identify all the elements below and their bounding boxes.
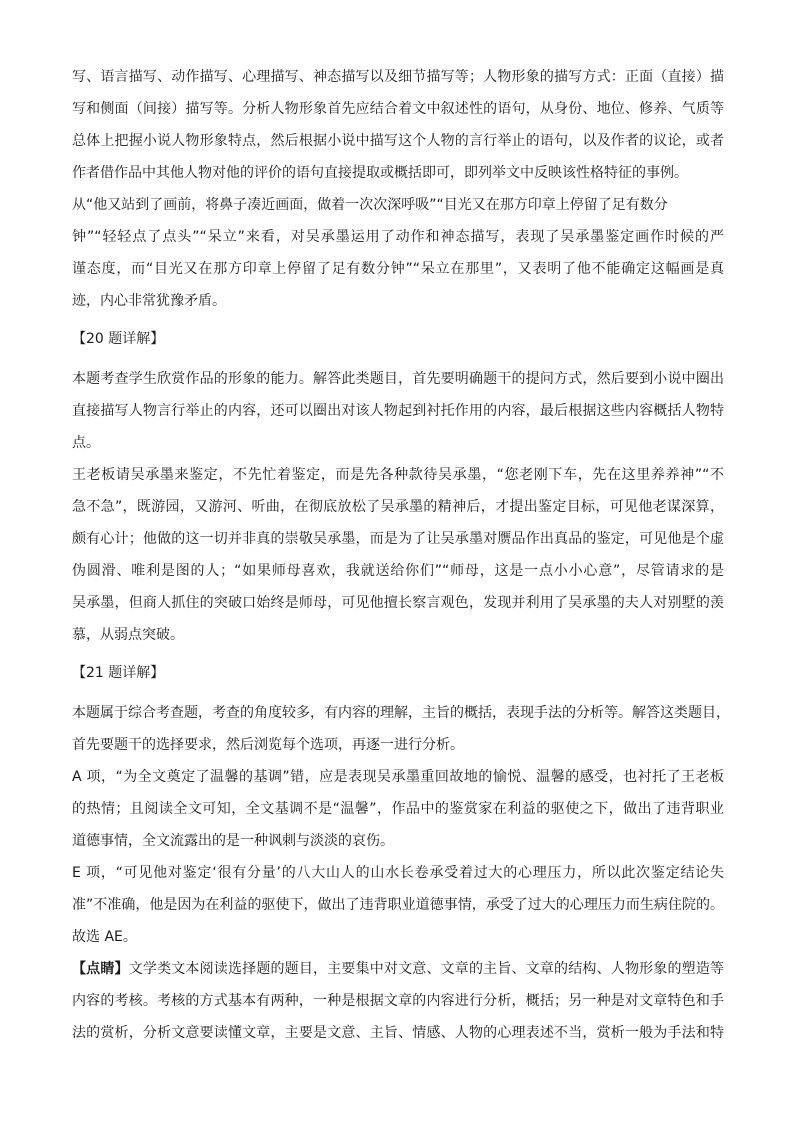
text-line: 王老板请吴承墨来鉴定，不先忙着鉴定，而是先各种款待吴承墨，“您老刚下车，先在这里养养神”“不 xyxy=(72,467,724,483)
text-line: 写、语言描写、动作描写、心理描写、神态描写以及细节描写等；人物形象的描写方式：正面（直接）描 xyxy=(72,69,724,85)
text-line: 故选 AE。 xyxy=(72,929,137,945)
paragraph-q19-analysis xyxy=(72,189,724,317)
paragraph-q21-option-e xyxy=(72,857,724,953)
text-line: 写和侧面（间接）描写等。分析人物形象首先应结合着文中叙述性的语句，从身份、地位、修养、气质等 xyxy=(72,101,724,117)
paragraph-portrayal-methods xyxy=(72,61,724,189)
text-line: 法的赏析，分析文意要读懂文章，主要是文意、主旨、情感、人物的心理表述不当，赏析一般为手法和特 xyxy=(72,1025,724,1041)
text-line: 的热情；且阅读全文可知，全文基调不是“温馨”，作品中的鉴赏家在利益的驱使之下，做出了违背职业 xyxy=(72,801,724,817)
heading-q21: 【21 题详解】 xyxy=(72,665,165,681)
paragraph-q20-analysis xyxy=(72,459,724,651)
text-line: 内容的考核。考核的方式基本有两种，一种是根据文章的内容进行分析，概括；另一种是对文章特色和手 xyxy=(72,993,724,1009)
text-line: 本题考查学生欣赏作品的形象的能力。解答此类题目，首先要明确题干的提问方式，然后要到小说中圈出 xyxy=(72,371,724,387)
paragraph-q21-option-a xyxy=(72,761,724,857)
text-line: 迹，内心非常犹豫矛盾。 xyxy=(72,293,226,309)
paragraph-tip xyxy=(72,953,724,1049)
paragraph-q21-intro xyxy=(72,697,730,761)
document-body xyxy=(72,61,730,1049)
text-line: 吴承墨，但商人抓住的突破口始终是师母，可见他擅长察言观色，发现并利用了吴承墨的夫人对别墅的羡 xyxy=(72,595,724,611)
text-line: 本题属于综合考查题，考查的角度较多，有内容的理解，主旨的概括，表现手法的分析等。解答这类题目， xyxy=(72,705,730,721)
paragraph-q20-intro xyxy=(72,363,724,459)
text-line: 直接描写人物言行举止的内容，还可以圈出对该人物起到衬托作用的内容，最后根据这些内容概括人物特 xyxy=(72,403,724,419)
text-line: 准”不准确，他是因为在利益的驱使下，做出了违背职业道德事情，承受了过大的心理压力而生病住院的。 xyxy=(72,897,724,913)
text-line: 从“他又站到了画前，将鼻子凑近画面，做着一次次深呼吸”“目光又在那方印章上停留了足有数分 xyxy=(72,197,668,213)
text-line: 道德事情，全文流露出的是一种讽刺与淡淡的哀伤。 xyxy=(72,833,394,849)
text-line: 钟”“轻轻点了点头”“呆立”来看，对吴承墨运用了动作和神态描写，表现了吴承墨鉴定画作时候的严 xyxy=(72,229,724,245)
text-line: E 项，“可见他对鉴定‘很有分量’的八大山人的山水长卷承受着过大的心理压力，所以此次鉴定结论失 xyxy=(72,865,724,881)
tip-first-line: 文学类文本阅读选择题的题目，主要集中对文意、文章的主旨、文章的结构、人物形象的塑造等 xyxy=(128,961,725,977)
text-line: 点。 xyxy=(72,435,100,451)
text-line: 急不急”，既游园，又游河、听曲，在彻底放松了吴承墨的精神后，才提出鉴定目标，可见他老谋深算， xyxy=(72,499,724,515)
heading-q20: 【20 题详解】 xyxy=(72,331,165,347)
text-line: 颇有心计；他做的这一切并非真的崇敬吴承墨，而是为了让吴承墨对赝品作出真品的鉴定，可见他是个虚 xyxy=(72,531,724,547)
text-line xyxy=(72,953,724,985)
text-line: 伪圆滑、唯利是图的人；“如果师母喜欢，我就送给你们”“师母，这是一点小小心意”，尽管请求的是 xyxy=(72,563,724,579)
text-line: 作者借作品中其他人物对他的评价的语句直接提取或概括即可，即列举文中反映该性格特征的事例。 xyxy=(72,165,688,181)
tip-label: 【点睛】 xyxy=(72,961,129,977)
text-line: A 项，“为全文奠定了温馨的基调”错，应是表现吴承墨重回故地的愉悦、温馨的感受，也衬托了王老板 xyxy=(72,769,724,785)
text-line: 谨态度，而“目光又在那方印章上停留了足有数分钟”“呆立在那里”，又表明了他不能确定这幅画是真 xyxy=(72,261,724,277)
text-line: 总体上把握小说人物形象特点，然后根据小说中描写这个人物的言行举止的语句，以及作者的议论，或者 xyxy=(72,133,724,149)
text-line: 慕，从弱点突破。 xyxy=(72,627,184,643)
text-line: 首先要题干的选择要求，然后浏览每个选项，再逐一进行分析。 xyxy=(72,737,464,753)
